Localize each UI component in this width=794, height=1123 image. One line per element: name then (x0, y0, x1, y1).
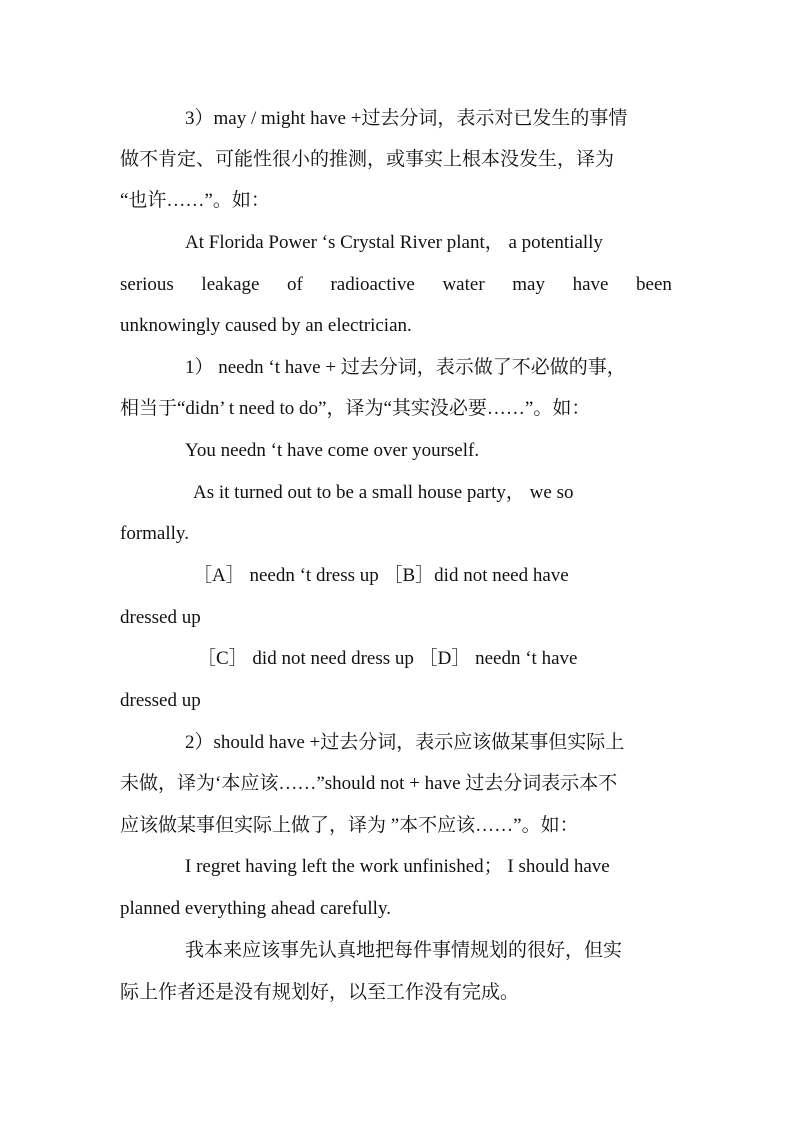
text-line: dressed up (120, 607, 201, 628)
text-line: As it turned out to be a small house party， we so (193, 482, 574, 503)
word: radioactive (330, 274, 415, 295)
text-line: 应该做某事但实际上做了，译为 ”本不应该……”。如： (120, 815, 579, 836)
text-line: 际上作者还是没有规划好，以至工作没有完成。 (120, 982, 520, 1003)
word: have (572, 274, 609, 295)
word: serious (120, 274, 174, 295)
text-line: 2）should have +过去分词，表示应该做某事但实际上 (185, 732, 625, 753)
word: may (512, 274, 545, 295)
text-line: “也许……”。如： (120, 190, 270, 211)
text-line: 3）may / might have +过去分词，表示对已发生的事情 (185, 108, 628, 129)
text-line: 我本来应该事先认真地把每件事情规划的很好，但实 (185, 940, 623, 961)
word: been (636, 274, 672, 295)
text-line: 1） needn ‘t have + 过去分词，表示做了不必做的事， (185, 357, 626, 378)
text-line: 相当于“didn’ t need to do”，译为“其实没必要……”。如： (120, 398, 591, 419)
text-line: ［C］ did not need dress up ［D］ needn ‘t have (197, 648, 578, 669)
text-line: formally. (120, 523, 189, 544)
text-line: dressed up (120, 690, 201, 711)
word: leakage (201, 274, 260, 295)
text-line: unknowingly caused by an electrician. (120, 315, 412, 336)
word: of (287, 274, 303, 295)
text-line: You needn ‘t have come over yourself. (185, 440, 480, 461)
text-line: I regret having left the work unfinished； I should have (185, 856, 610, 877)
text-line: 未做，译为‘本应该……”should not + have 过去分词表示本不 (120, 773, 618, 794)
word: water (442, 274, 485, 295)
text-line: planned everything ahead carefully. (120, 898, 391, 919)
text-line: At Florida Power ‘s Crystal River plant， a potentially (185, 232, 603, 253)
text-line-justified (120, 273, 672, 297)
text-line: 做不肯定、可能性很小的推测，或事实上根本没发生，译为 (120, 149, 615, 170)
text-line: ［A］ needn ‘t dress up ［B］did not need have (193, 565, 569, 586)
